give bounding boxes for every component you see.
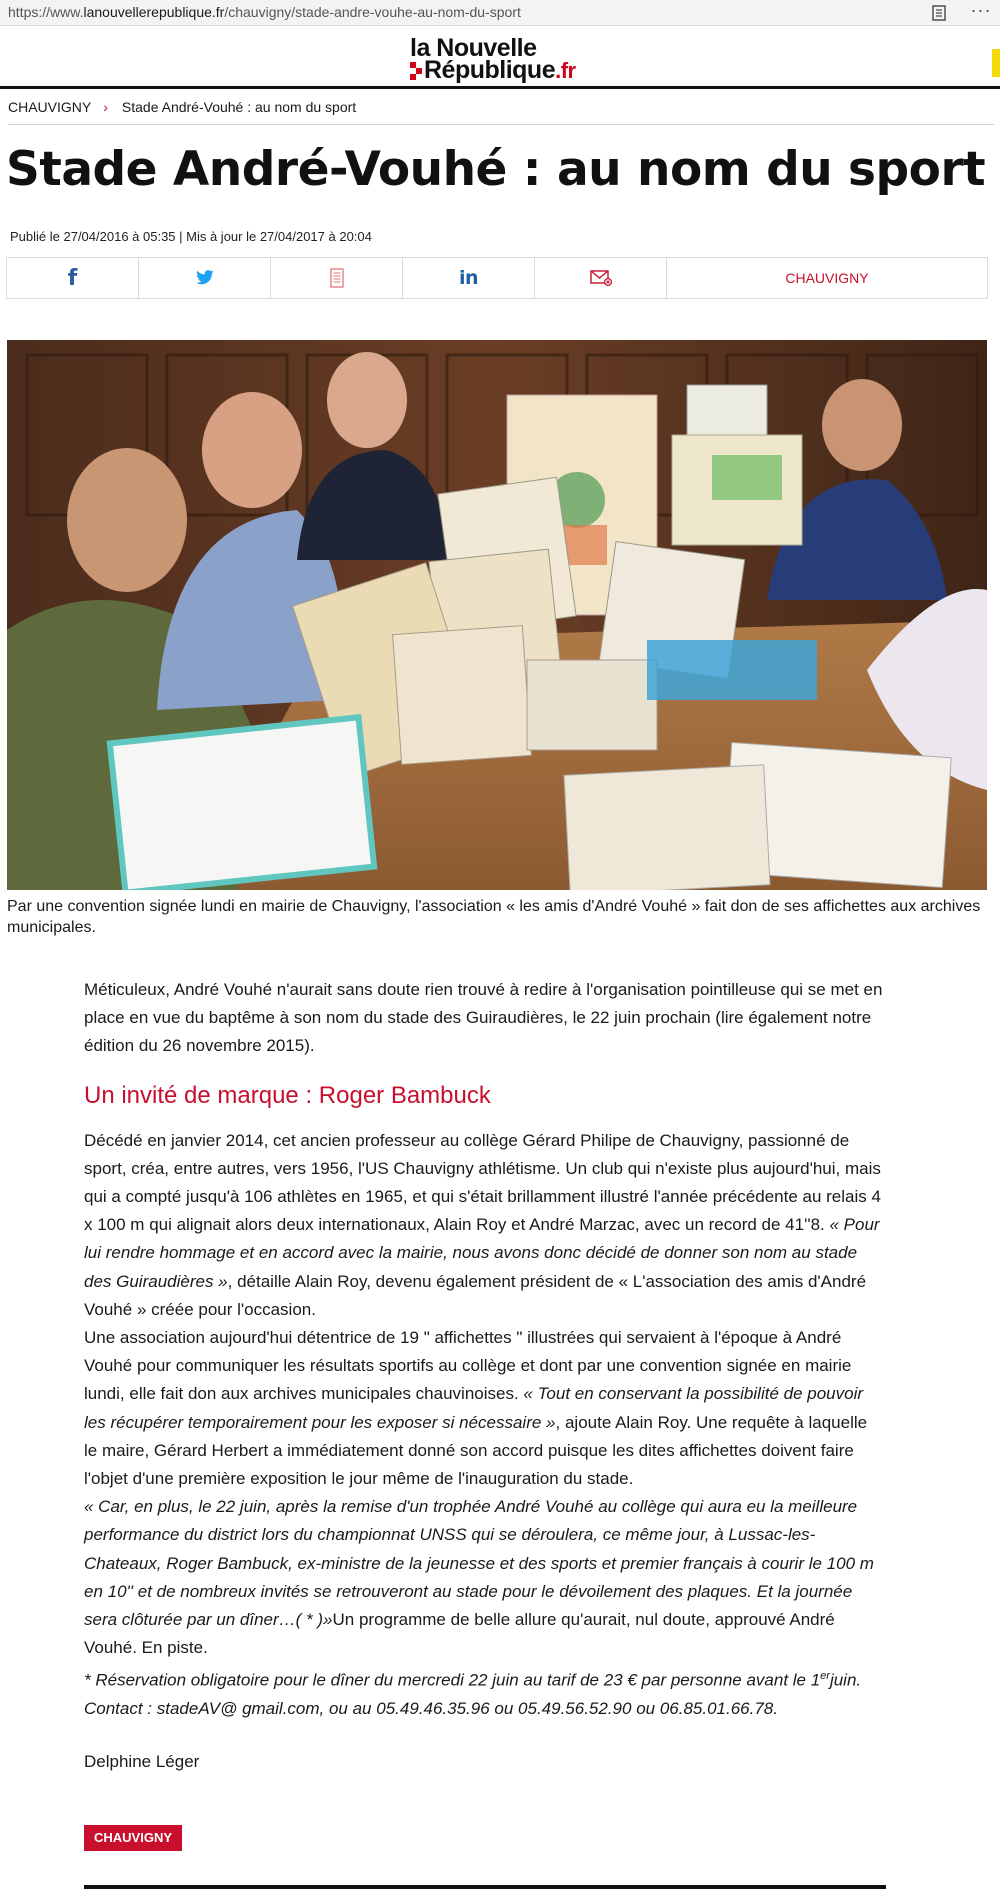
print-icon (330, 268, 344, 288)
logo-line2 (424, 57, 576, 84)
share-twitter-button[interactable] (139, 258, 271, 298)
url-prefix: https://www. (8, 4, 84, 20)
article-lead: Méticuleux, André Vouhé n'aurait sans doute rien trouvé à redire à l'organisation pointilleuse qui se met en place en vue du baptême à son nom du stade des Guiraudières, le 22 juin prochain (lire également notre édition du 26 novembre 2015). (84, 980, 883, 1056)
article-photo (7, 340, 987, 890)
paragraph-1-text-end: , détaille Alain Roy, devenu également président de « L'association des amis d'André Vouhé » créée pour l'occasion. (84, 1271, 867, 1319)
page-title: Stade André-Vouhé : au nom du sport (6, 142, 986, 197)
site-header (0, 27, 1000, 89)
share-linkedin-button[interactable] (403, 258, 535, 298)
group-photo (7, 340, 987, 890)
paragraph-1 (84, 1127, 884, 1324)
logo-word: République (424, 56, 556, 84)
breadcrumb-section[interactable]: CHAUVIGNY (8, 99, 92, 115)
paragraph-1-text: Décédé en janvier 2014, cet ancien professeur au collège Gérard Philipe de Chauvigny, passionné de sport, créa, entre autres, vers 1956, l'US Chauvigny athlétisme. Un club qui n'existe plus aujourd'hui, mais qui a compté jusqu'à 106 athlètes en 1965, et qui s'était brillamment illustré l'année précédente au relais 4 x 100 m qui alignait alors deux internationaux, Alain Roy et André Marzac, avec un record de 41''8. (84, 1130, 881, 1235)
breadcrumb-current: Stade André-Vouhé : au nom du sport (121, 99, 357, 115)
email-icon (590, 270, 612, 286)
logo-tld: .fr (555, 58, 576, 83)
url-path: /chauvigny/stade-andre-vouhe-au-nom-du-sport (224, 4, 521, 20)
paragraph-2-text: Une association aujourd'hui détentrice de 19 " affichettes " illustrées qui servaient à l'époque à André Vouhé pour communiquer les résultats sportifs au collège et dont par une convention signée en mairie lundi, elle fait don aux archives municipales chauvinoises. (84, 1328, 852, 1404)
more-menu-icon[interactable]: ··· (970, 0, 992, 20)
reservation-note (84, 1662, 884, 1723)
url-domain: lanouvellerepublique.fr (83, 4, 225, 20)
browser-url-bar[interactable] (0, 0, 1000, 26)
reader-view-icon[interactable] (930, 4, 948, 22)
article-subheading: Un invité de marque : Roger Bambuck (84, 1081, 491, 1109)
paragraph-1-quote: « Pour lui rendre hommage et en accord avec la mairie, nous avons donc décidé de donner son nom au stade des Guiraudières » (84, 1215, 880, 1291)
share-tag-link[interactable]: CHAUVIGNY (785, 270, 869, 286)
logo-line1: la Nouvelle (410, 34, 537, 62)
share-bar (6, 257, 988, 299)
url-text[interactable] (8, 4, 521, 20)
paragraph-2-quote: « Tout en conservant la possibilité de pouvoir les récupérer temporairement pour les exposer si nécessaire » (84, 1384, 864, 1432)
site-logo[interactable] (410, 35, 586, 83)
contact-line: Contact : stadeAV@ gmail.com, ou au 05.49.46.35.96 ou 05.49.56.52.90 ou 06.85.01.66.78. (84, 1699, 778, 1719)
linkedin-icon: in (458, 267, 479, 289)
menu-tab[interactable] (992, 49, 1000, 77)
share-print-button[interactable] (271, 258, 403, 298)
share-email-button[interactable] (535, 258, 667, 298)
paragraph-3-quote: « Car, en plus, le 22 juin, après la remise d'un trophée André Vouhé au collège qui aura eu la meilleure performance du district lors du championnat UNSS qui se déroulera, ce même jour, à Lussac-les-Chateaux, Roger Bambuck, ex-ministre de la jeunesse et des sports et premier français à courir le 100 m en 10'' et de nombreux invités se retrouveront au stade pour le dévoilement des plaques. Et la journée sera clôturée par un dîner…( * )» (84, 1497, 874, 1630)
publication-date: Publié le 27/04/2016 à 05:35 | Mis à jour le 27/04/2017 à 20:04 (10, 229, 372, 244)
tag-badge[interactable]: CHAUVIGNY (84, 1825, 182, 1851)
breadcrumb-divider (8, 124, 994, 125)
article-author: Delphine Léger (84, 1752, 200, 1771)
paragraph-2-text-end: , ajoute Alain Roy. Une requête à laquelle le maire, Gérard Herbert a immédiatement donné son accord puisque les dites affichettes doivent faire l'objet d'une première exposition le jour même de l'inauguration du stade. (84, 1412, 868, 1489)
article-body (84, 976, 884, 1724)
share-facebook-button[interactable] (7, 258, 139, 298)
twitter-icon (195, 270, 215, 286)
logo-mark-icon (410, 62, 422, 80)
paragraph-3-text-end: Un programme de belle allure qu'aurait, nul doute, approuvé André Vouhé. En piste. (84, 1610, 835, 1658)
breadcrumb (8, 99, 356, 115)
photo-caption: Par une convention signée lundi en mairie de Chauvigny, l'association « les amis d'André Vouhé » fait don de ses affichettes aux archives municipales. (7, 898, 981, 936)
paragraph-3 (84, 1493, 884, 1662)
bottom-divider (84, 1885, 886, 1889)
note-text-end: juin. (829, 1671, 862, 1691)
note-text: * Réservation obligatoire pour le dîner du mercredi 22 juin au tarif de 23 € par personne avant le 1 (84, 1671, 821, 1691)
facebook-icon: f (67, 265, 78, 291)
chevron-right-icon: › (103, 99, 108, 115)
paragraph-2 (84, 1324, 884, 1493)
note-sup: er (820, 1670, 830, 1683)
